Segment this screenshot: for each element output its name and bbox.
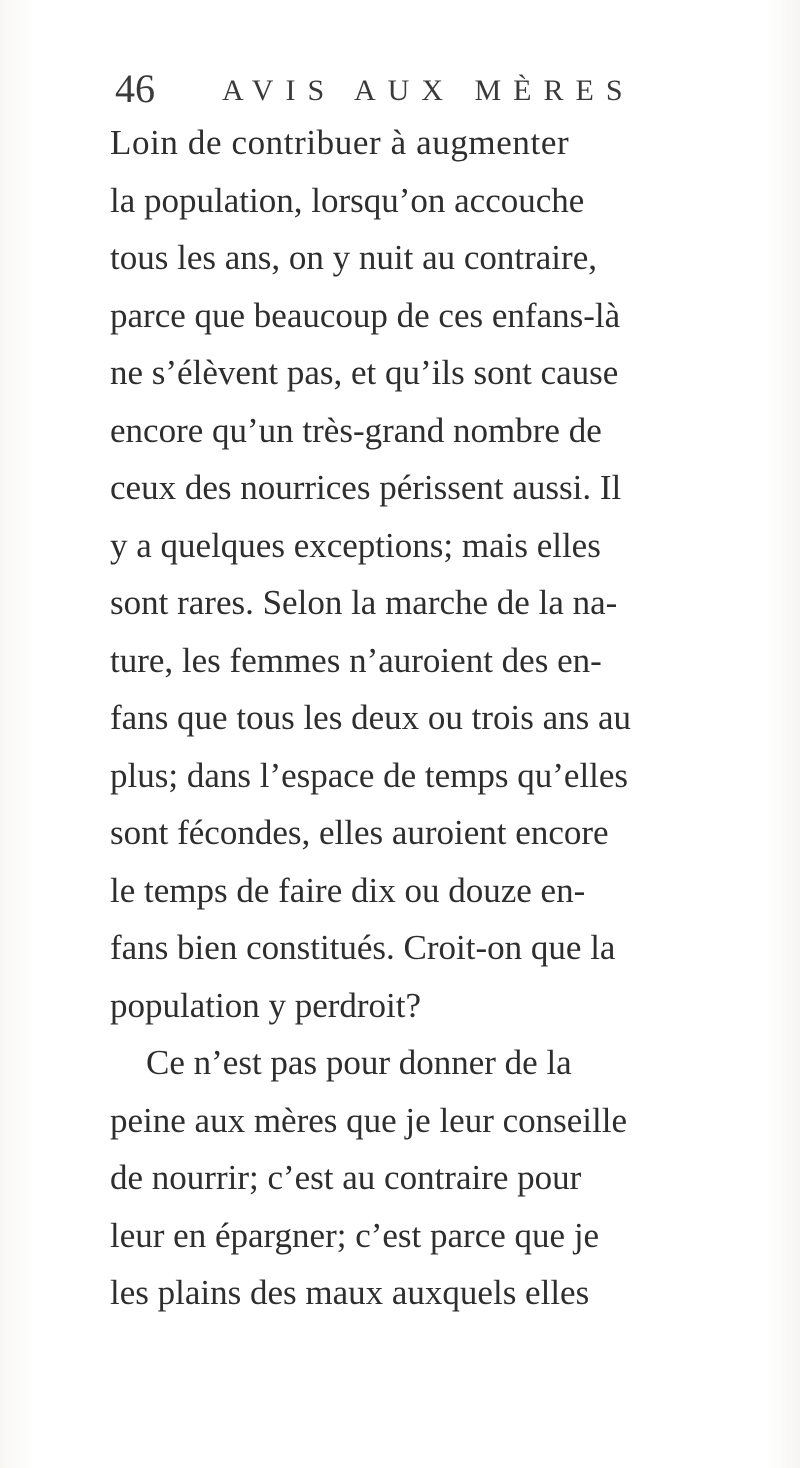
text-line: la population, lorsqu’on accouche (110, 180, 585, 220)
text-line: ne s’élèvent pas, et qu’ils sont cause (110, 353, 619, 392)
text-line: le temps de faire dix ou douze en- (110, 870, 586, 910)
text-line: ceux des nourrices périssent aussi. Il (110, 468, 622, 507)
text-line: sont rares. Selon la marche de la na- (110, 583, 618, 622)
text-line: encore qu’un très-grand nombre de (110, 410, 602, 450)
text-line: les plains des maux auxquels elles (110, 1273, 590, 1312)
page-header (115, 64, 715, 114)
text-line: tous les ans, on y nuit au contraire, (110, 238, 597, 277)
text-line: peine aux mères que je leur conseille (110, 1100, 628, 1140)
text-line: Ce n’est pas pour donner de la (146, 1043, 572, 1082)
running-head: AVIS AUX MÈRES (222, 74, 635, 107)
text-line: fans que tous les deux ou trois ans au (110, 698, 632, 737)
text-line: Loin de contribuer à augmenter (110, 123, 570, 162)
text-line: y a quelques exceptions; mais elles (110, 525, 601, 565)
text-line: sont fécondes, elles auroient encore (110, 813, 609, 852)
text-line: de nourrir; c’est au contraire pour (110, 1158, 582, 1197)
text-line: population y perdroit? (110, 985, 422, 1025)
page-number: 46 (115, 66, 155, 111)
text-line: ture, les femmes n’auroient des en- (110, 640, 602, 680)
body-text (110, 114, 790, 1322)
text-line: leur en épargner; c’est parce que je (110, 1215, 600, 1255)
text-line: parce que beaucoup de ces enfans-là (110, 295, 621, 335)
text-line: plus; dans l’espace de temps qu’elles (110, 755, 629, 795)
text-line: fans bien constitués. Croit-on que la (110, 928, 616, 967)
